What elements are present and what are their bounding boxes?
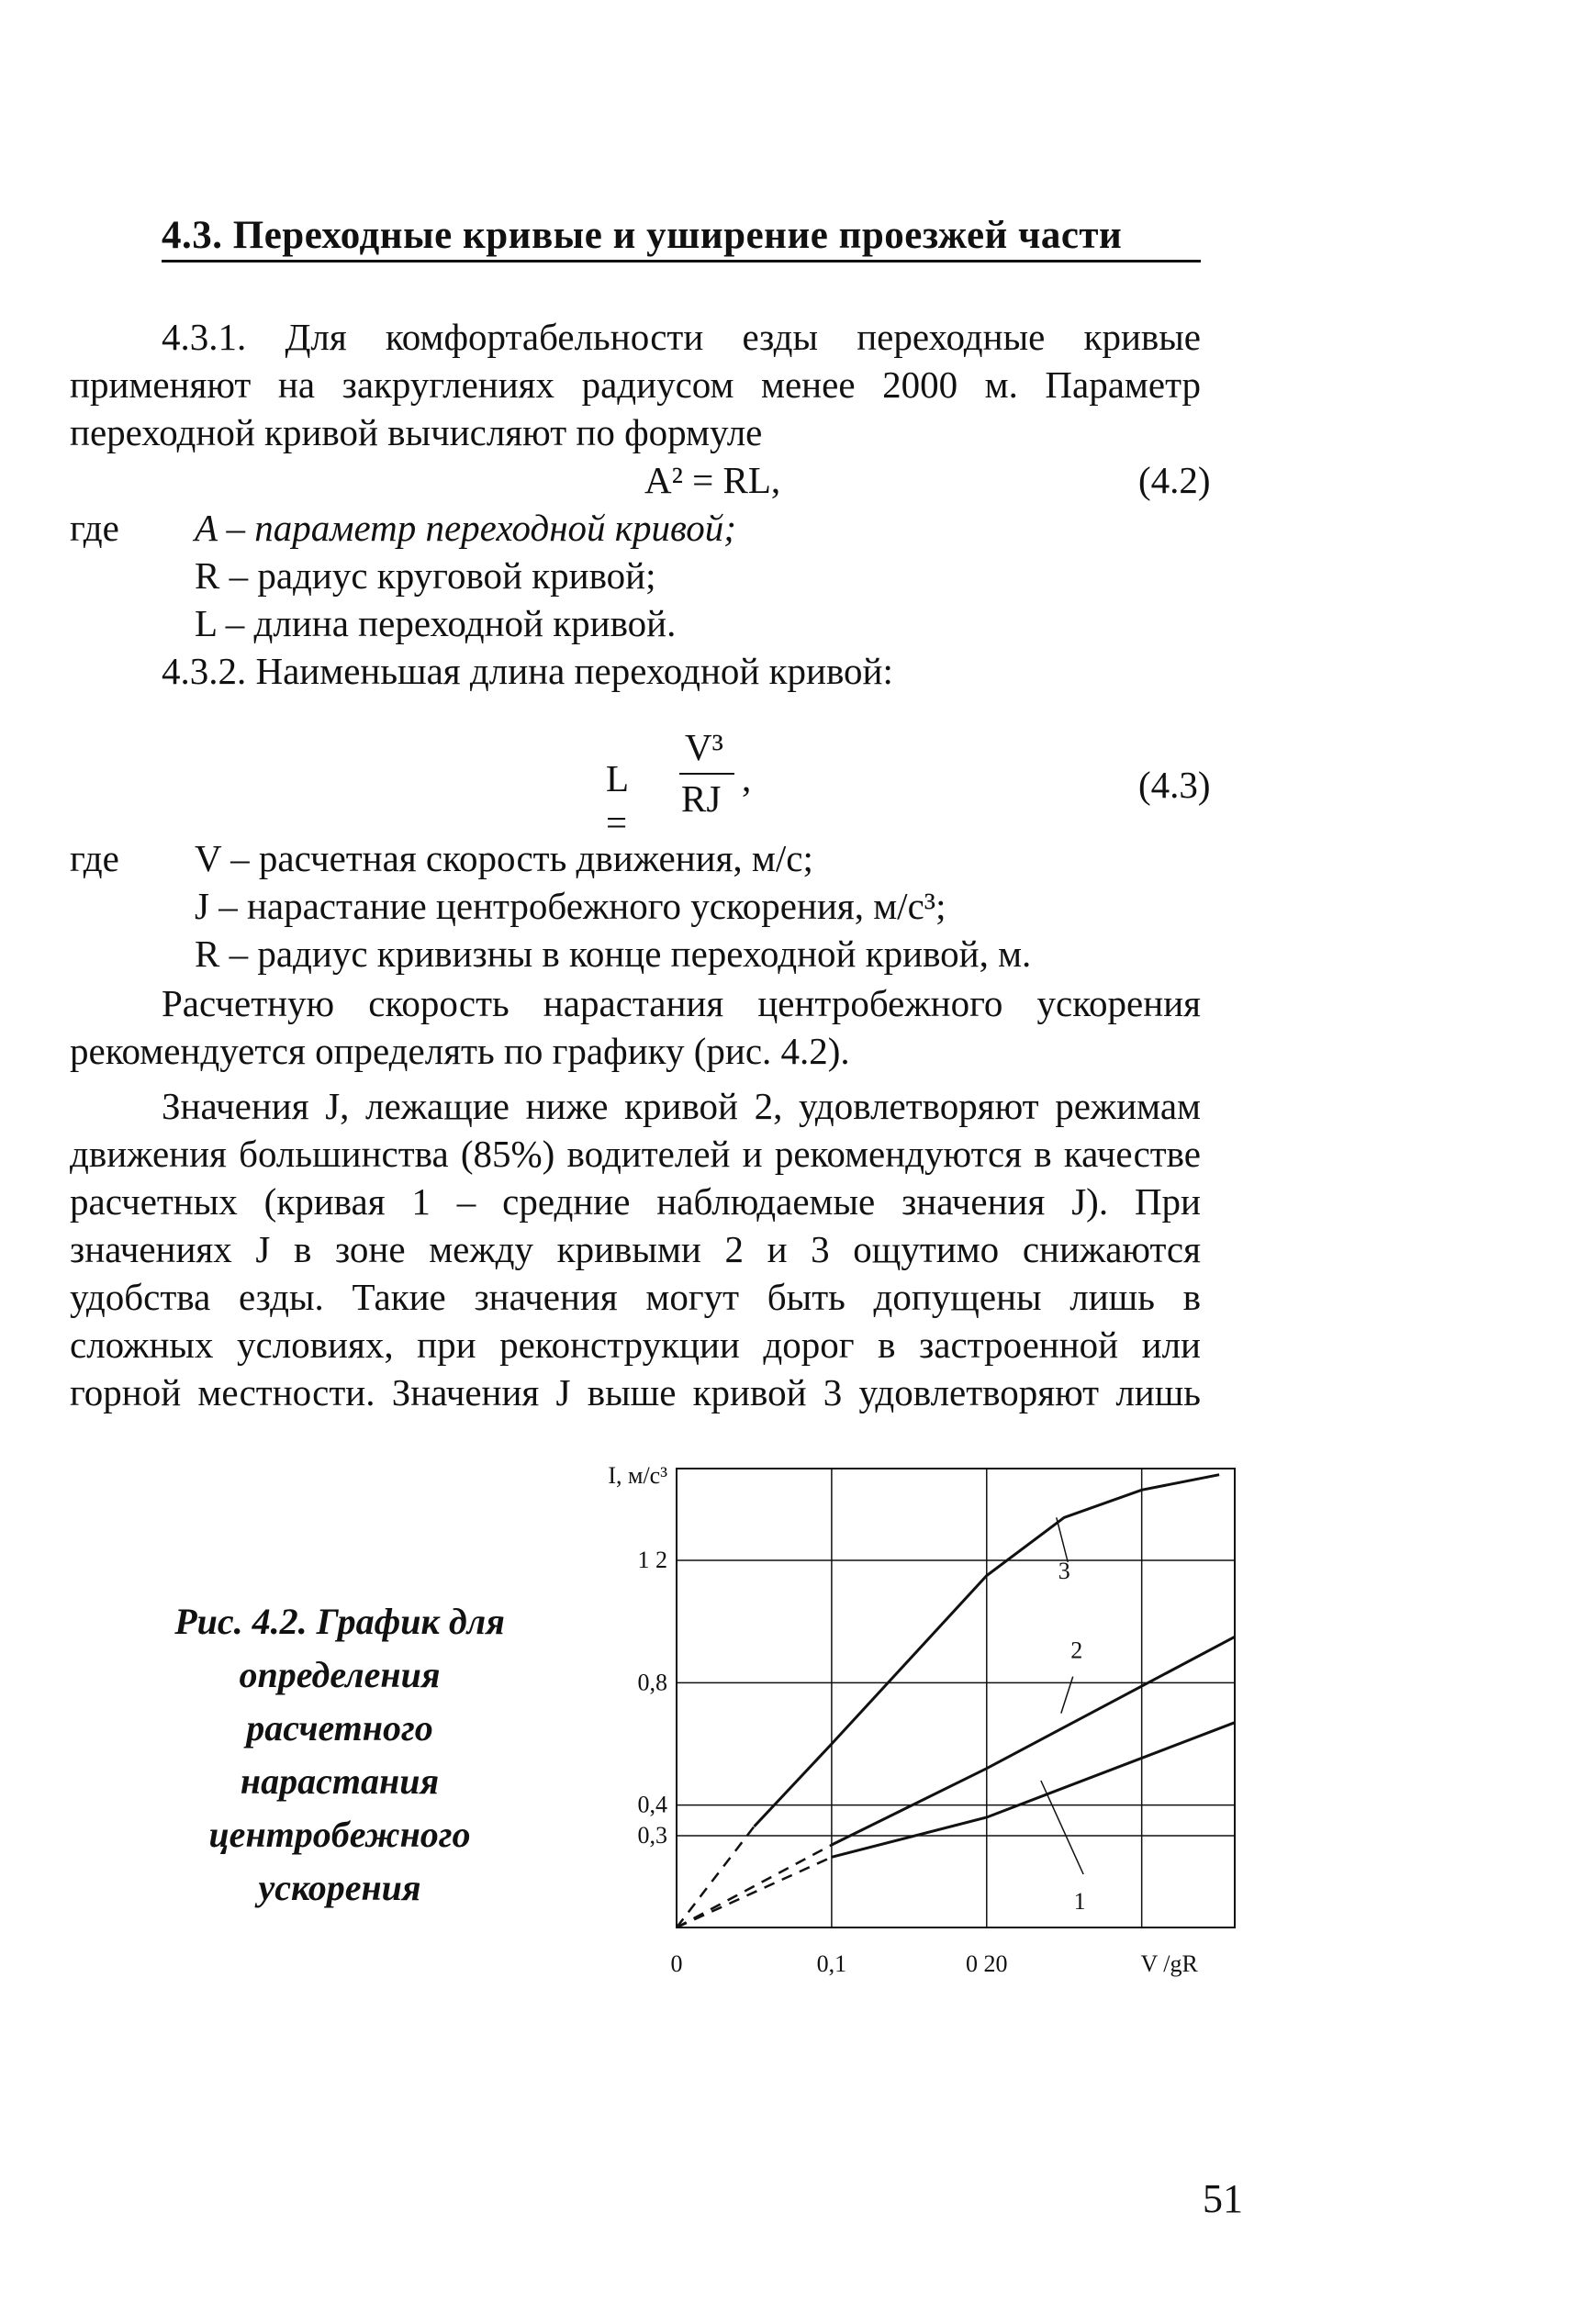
formula-4-2: A² = RL, (644, 459, 781, 501)
caption-line-5: центробежного (208, 1814, 471, 1855)
formula-4-3-lhs-text: L = (606, 757, 628, 844)
x-axis-label: V /gR (1140, 1950, 1198, 1977)
fraction-bar (679, 773, 734, 775)
caption-line-6: ускорения (258, 1867, 421, 1908)
formula-4-3-denominator: RJ (681, 777, 722, 820)
caption-line-2: определения (239, 1654, 441, 1695)
caption-line-4: нарастания (240, 1760, 440, 1802)
para4-line-1: Значения J, лежащие ниже кривой 2, удовлетворяют режимам (162, 1085, 1201, 1127)
where-item-j: J – нарастание центробежного ускорения, м/с³; (195, 885, 946, 927)
formula-4-3-comma: , (742, 757, 752, 799)
para4-line-4: значениях J в зоне между кривыми 2 и 3 ощутимо снижаются (70, 1228, 1201, 1270)
section-heading: 4.3. Переходные кривые и уширение проезжей части (162, 213, 1201, 263)
series-2-line (832, 1637, 1235, 1845)
para4-line-3: расчетных (кривая 1 – средние наблюдаемые значения J). При (70, 1180, 1201, 1223)
where-label-2: где (70, 837, 119, 879)
where-item-l: L – длина переходной кривой. (195, 602, 677, 644)
x-tick-label-0: 0 (670, 1950, 683, 1977)
series-3-leader (1057, 1517, 1068, 1562)
caption-line-3: расчетного (246, 1707, 433, 1749)
y-tick-label-1: 0,4 (637, 1791, 667, 1818)
plot-frame (677, 1469, 1235, 1927)
figure-caption (129, 1595, 551, 1915)
where-item-r2: R – радиус кривизны в конце переходной кривой, м. (195, 933, 1032, 975)
para4-line-6: сложных условиях, при реконструкции дорог в застроенной или (70, 1324, 1201, 1366)
where-label-1: где (70, 507, 119, 549)
formula-4-3-numerator: V³ (685, 726, 723, 768)
para3-line-2: рекомендуется определять по графику (рис. 4.2). (70, 1030, 850, 1072)
where-item-r: R – радиус круговой кривой; (195, 554, 656, 597)
series-1-dashed (677, 1857, 832, 1927)
series-3-dashed (677, 1827, 754, 1927)
series-3-label: 3 (1058, 1558, 1070, 1584)
where-item-a: A – параметр переходной кривой; (195, 507, 736, 549)
y-axis-label: I, м/с³ (608, 1462, 667, 1489)
para1-line-3: переходной кривой вычисляют по формуле (70, 411, 763, 453)
series-1-leader (1041, 1781, 1083, 1874)
para4-line-5: удобства езды. Такие значения могут быть допущены лишь в (70, 1276, 1201, 1318)
caption-line-1: Рис. 4.2. График для (174, 1601, 505, 1642)
para1-line-2: применяют на закруглениях радиусом менее 2000 м. Параметр (70, 363, 1201, 406)
formula-4-2-number: (4.2) (1138, 459, 1211, 501)
series-2-dashed (677, 1845, 832, 1927)
where-item-v: V – расчетная скорость движения, м/с; (195, 837, 813, 879)
para1-line-1: 4.3.1. Для комфортабельности езды переходные кривые (162, 316, 1201, 358)
formula-4-3-number: (4.3) (1138, 764, 1211, 806)
x-tick-label-2: 0 20 (966, 1950, 1008, 1977)
y-tick-label-3: 1 2 (637, 1547, 667, 1573)
y-tick-label-0: 0,3 (637, 1822, 667, 1849)
para4-line-2: движения большинства (85%) водителей и рекомендуются в качестве (70, 1133, 1201, 1175)
page-number: 51 (1203, 2176, 1243, 2221)
para3-line-1: Расчетную скорость нарастания центробежного ускорения (162, 982, 1201, 1024)
x-tick-label-1: 0,1 (816, 1950, 847, 1977)
para2: 4.3.2. Наименьшая длина переходной кривой: (162, 650, 893, 692)
figure-4-2-chart (551, 1441, 1249, 2010)
y-tick-label-2: 0,8 (637, 1669, 667, 1696)
series-2-label: 2 (1070, 1637, 1083, 1664)
para4-line-7: горной местности. Значения J выше кривой 3 удовлетворяют лишь (70, 1371, 1201, 1413)
series-1-label: 1 (1073, 1888, 1086, 1915)
